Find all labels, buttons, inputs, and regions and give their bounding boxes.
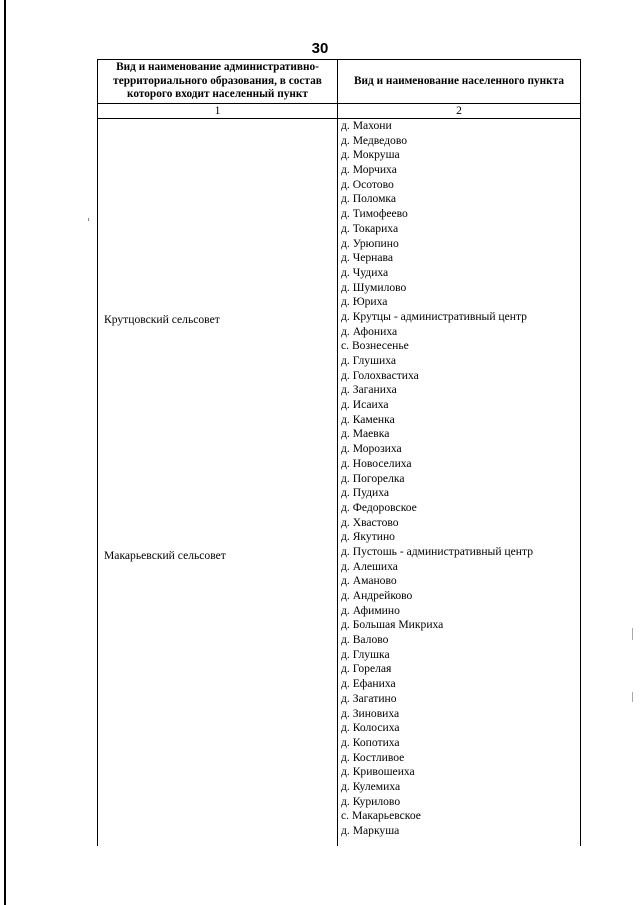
settlement-item: д. Кривошеиха bbox=[341, 765, 415, 779]
column-divider bbox=[337, 60, 338, 846]
settlement-item: д. Колосиха bbox=[341, 721, 400, 735]
settlement-item: д. Алешиха bbox=[341, 559, 398, 573]
settlement-item: д. Токариха bbox=[341, 221, 399, 235]
settlement-item: д. Крутцы - административный центр bbox=[341, 309, 527, 323]
settlement-item: д. Андрейково bbox=[341, 589, 413, 602]
settlement-item: д. Мокруша bbox=[341, 148, 400, 162]
header-col-admin-unit: Вид и наименование административно-территориального образования, в состав которого входит населенный пункт bbox=[113, 61, 322, 101]
settlement-item: д. Кулемиха bbox=[341, 779, 401, 793]
table-header bbox=[98, 60, 580, 104]
column-number-1: 1 bbox=[214, 105, 221, 117]
settlement-item: д. Поломка bbox=[341, 192, 397, 206]
settlement-item: д. Урюпино bbox=[341, 236, 399, 250]
settlement-list bbox=[341, 119, 533, 839]
settlement-item: д. Голохвастиха bbox=[341, 368, 419, 382]
settlement-item: д. Копотиха bbox=[341, 735, 400, 749]
settlement-item: д. Заганиха bbox=[341, 383, 397, 397]
settlement-item: д. Большая Микриха bbox=[341, 618, 444, 632]
settlement-item: д. Чернава bbox=[341, 251, 393, 265]
settlement-item: д. Хвастово bbox=[341, 515, 399, 529]
page-number: 30 bbox=[311, 40, 329, 57]
settlement-item: д. Исаиха bbox=[341, 398, 389, 412]
settlement-item: д. Каменка bbox=[341, 412, 395, 426]
settlement-item: д. Маевка bbox=[341, 427, 390, 441]
settlement-item: д. Новоселиха bbox=[341, 456, 412, 470]
settlement-item: д. Осотово bbox=[341, 177, 394, 191]
settlements-table bbox=[97, 59, 581, 846]
scan-edge-line bbox=[4, 0, 6, 905]
settlement-item: д. Курилово bbox=[341, 794, 401, 808]
settlement-item: д. Пустошь - административный центр bbox=[341, 544, 533, 558]
settlement-item: с. Вознесенье bbox=[341, 339, 409, 353]
settlement-item: д. Федоровское bbox=[341, 500, 417, 514]
settlement-item: д. Тимофеево bbox=[341, 207, 408, 221]
settlement-item: д. Якутино bbox=[341, 530, 395, 544]
settlement-item: д. Чудиха bbox=[341, 265, 389, 279]
settlement-item: д. Морозиха bbox=[341, 442, 402, 456]
settlement-item: д. Пудиха bbox=[341, 486, 390, 500]
header-col-settlement: Вид и наименование населенного пункта bbox=[354, 74, 564, 87]
settlement-item: д. Шумилово bbox=[341, 280, 407, 294]
scan-artifact bbox=[88, 218, 89, 221]
council-krutsovsky: Крутцовский сельсовет bbox=[104, 313, 220, 326]
settlement-item: д. Валово bbox=[341, 633, 389, 647]
settlement-item: д. Юриха bbox=[341, 295, 388, 309]
settlement-item: д. Зиновиха bbox=[341, 706, 400, 720]
settlement-item: д. Глушиха bbox=[341, 354, 397, 367]
settlement-item: д. Погорелка bbox=[341, 471, 405, 485]
scan-artifact bbox=[632, 692, 633, 702]
settlement-item: д. Медведово bbox=[341, 133, 408, 147]
settlement-item: д. Аманово bbox=[341, 574, 397, 588]
settlement-item: д. Афониха bbox=[341, 324, 398, 338]
settlement-item: д. Горелая bbox=[341, 662, 392, 676]
column-number-2: 2 bbox=[456, 105, 462, 117]
settlement-item: д. Махони bbox=[341, 119, 392, 132]
settlement-item: д. Афимино bbox=[341, 603, 400, 617]
settlement-item: д. Загатино bbox=[341, 691, 397, 705]
settlement-item: д. Маркуша bbox=[341, 824, 400, 837]
council-makaryevsky: Макарьевский сельсовет bbox=[104, 549, 226, 562]
scan-artifact bbox=[632, 628, 633, 640]
settlement-item: с. Макарьевское bbox=[341, 809, 421, 823]
settlement-item: д. Костливое bbox=[341, 750, 405, 764]
settlement-item: д. Глушка bbox=[341, 647, 390, 661]
column-number-row bbox=[98, 104, 580, 119]
settlement-item: д. Ефаниха bbox=[341, 677, 396, 691]
settlement-item: д. Морчиха bbox=[341, 163, 397, 177]
